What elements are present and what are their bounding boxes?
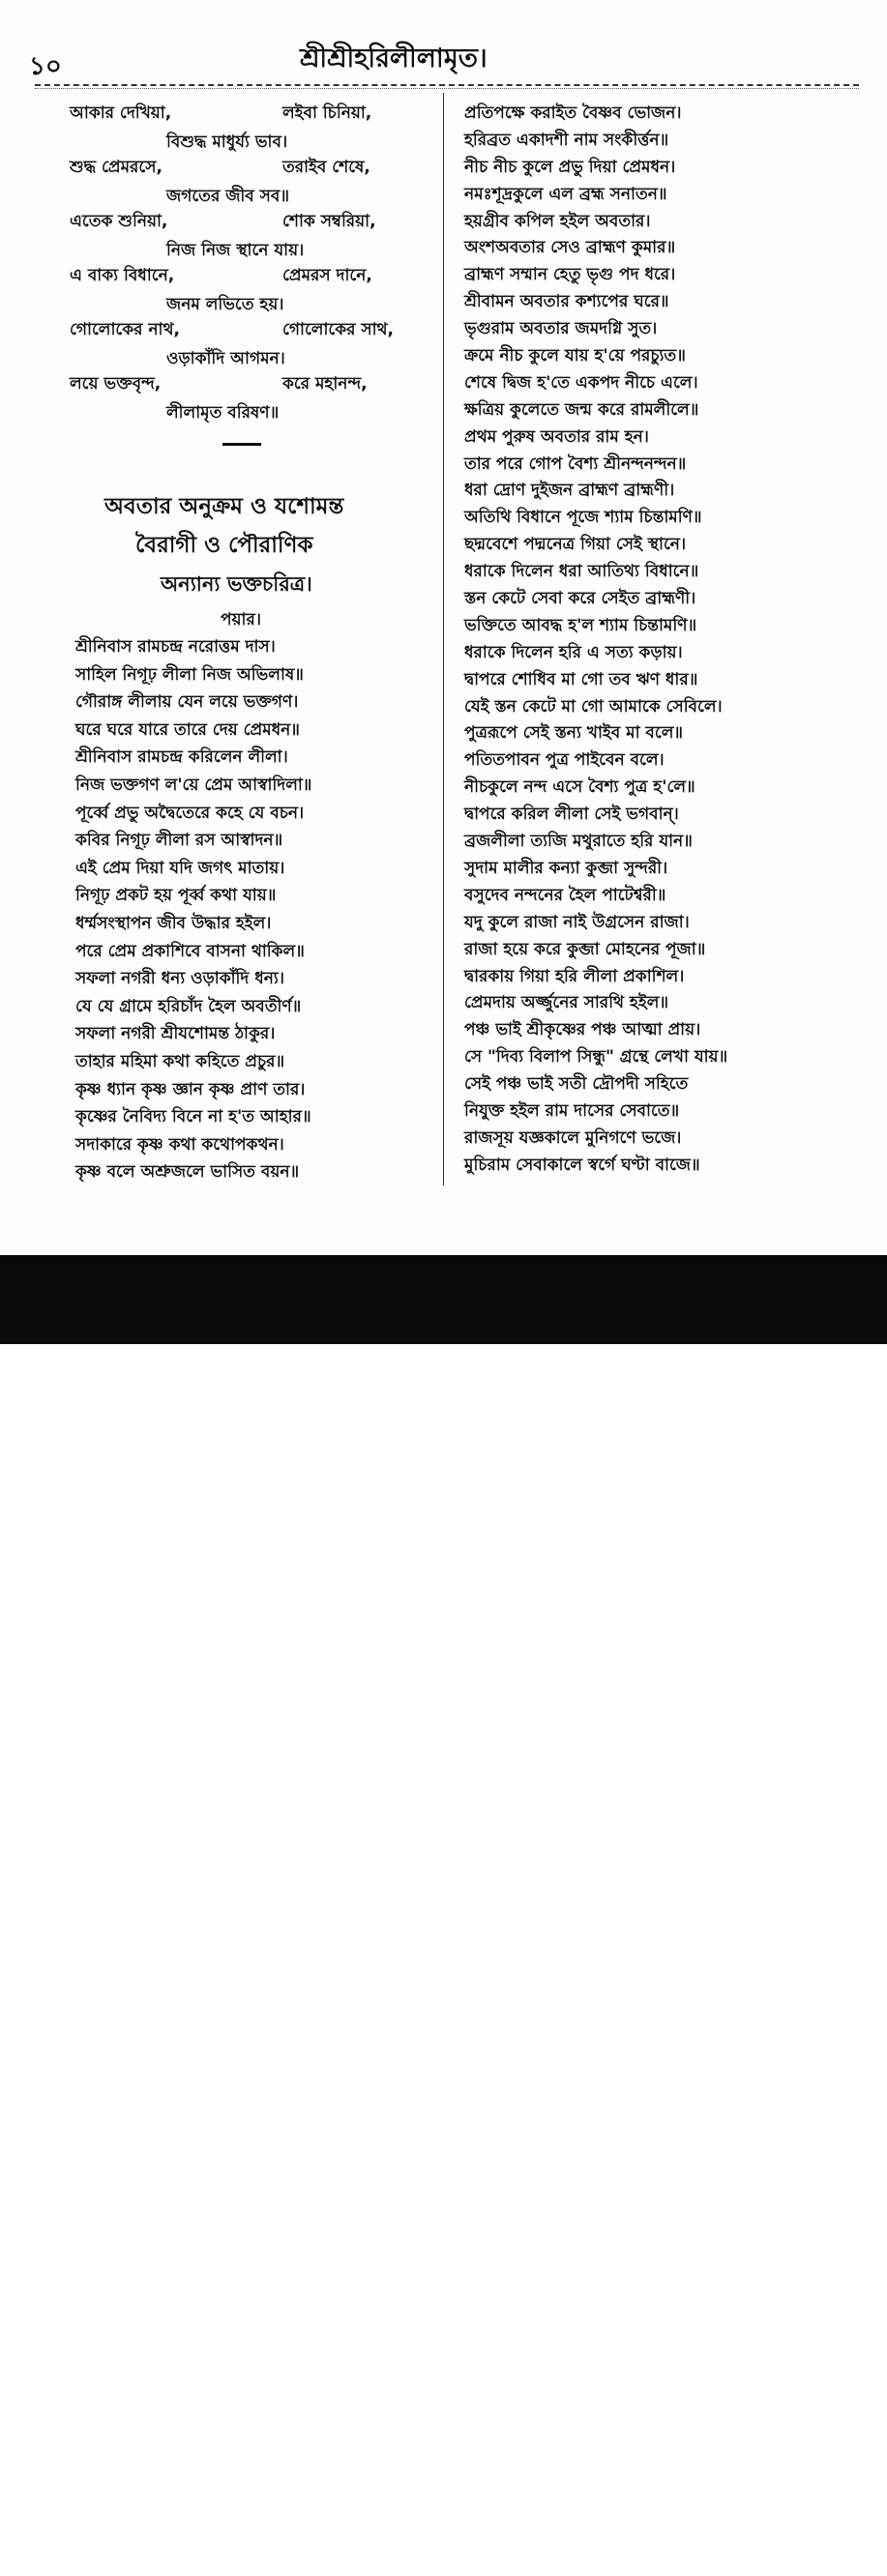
verse-line: পরে প্রেম প্রকাশিবে বাসনা থাকিল॥ [75, 941, 305, 961]
verse-line: সফলা নগরী শ্রীযশোমন্ত ঠাকুর। [75, 1024, 276, 1044]
header-rule-dotted [35, 88, 859, 89]
stanza-part-c: লীলামৃত বরিষণ॥ [166, 403, 280, 423]
verse-line: যে যে গ্রামে হরিচাঁদ হৈল অবতীর্ণ॥ [75, 996, 302, 1016]
scanned-page [0, 0, 887, 1255]
verse-line: নীচকুলে নন্দ এসে বৈশ্য পুত্র হ'লে॥ [464, 777, 695, 798]
section-separator [222, 443, 261, 446]
stanza-part-b: শোক সম্বরিয়া, [282, 212, 376, 231]
stanza-part-c: নিজ নিজ স্থানে যায়। [166, 241, 305, 260]
stanza-part-a: শুদ্ধ প্রেমরসে, [70, 158, 163, 177]
verse-line: অংশঅবতার সেও ব্রাহ্মণ কুমার॥ [464, 238, 676, 258]
verse-line: শ্রীনিবাস রামচন্দ্র নরোত্তম দাস। [75, 637, 276, 657]
stanza-part-a: এতেক শুনিয়া, [70, 212, 168, 231]
right-verse-list [464, 101, 861, 1180]
verse-line: ছদ্মবেশে পদ্মনেত্র গিয়া সেই স্থানে। [464, 535, 687, 555]
verse-line: ধরাকে দিলেন হরি এ সত্য কড়ায়। [464, 642, 683, 662]
stanza-part-b: গোলোকের সাথ, [282, 320, 395, 339]
verse-line: সুদাম মালীর কন্যা কুব্জা সুন্দরী। [464, 858, 668, 878]
brand-mark-icon [176, 2537, 201, 2562]
stanza-part-a: এ বাক্য বিধানে, [70, 266, 175, 285]
verse-line: পতিতপাবন পুত্র পাইবেন বলে। [464, 750, 665, 771]
verse-line: ক্রমে নীচ কুলে যায় হ'য়ে পরচ্যুত॥ [464, 346, 686, 366]
column-divider [443, 93, 444, 1186]
verse-line: হরিব্রত একাদশী নাম সংকীর্ত্তন॥ [464, 130, 669, 150]
verse-line: শেষে দ্বিজ হ'তে একপদ নীচে এলে। [464, 372, 698, 393]
page-number: ১০ [29, 52, 62, 81]
brand-logo: alamy [17, 2530, 151, 2574]
verse-line: রাজসূয় যজ্ঞকালে মুনিগণে ভজে। [464, 1127, 682, 1148]
watermark-footer [0, 1255, 887, 2576]
stanza [70, 263, 437, 325]
verse-line: পঞ্চ ভাই শ্রীকৃষ্ণের পঞ্চ আত্মা প্রায়। [464, 1020, 701, 1040]
stanza-part-b: করে মহানন্দ, [282, 374, 368, 394]
stanza-part-c: বিশুদ্ধ মাধুর্য্য ভাব। [166, 132, 288, 152]
verse-line: তাহার মহিমা কথা কহিতে প্রচুর॥ [75, 1051, 285, 1071]
verse-line: বসুদেব নন্দনের হৈল পাটেশ্বরী॥ [464, 885, 666, 905]
verse-line: তার পরে গোপ বৈশ্য শ্রীনন্দনন্দন॥ [464, 454, 687, 474]
verse-line: ব্রজলীলা ত্যজি মথুরাতে হরি যান॥ [464, 832, 693, 852]
verse-line: নিজ ভক্তগণ ল'য়ে প্রেম আস্বাদিলা॥ [75, 775, 312, 795]
stanza [70, 209, 437, 271]
verse-line: নিগূঢ় প্রকট হয় পূর্ব্ব কথা যায়॥ [75, 886, 277, 906]
verse-line: ধর্ম্মসংস্থাপন জীব উদ্ধার হইল। [75, 913, 272, 933]
verse-line: সাহিল নিগূঢ় লীলা নিজ অভিলাষ॥ [75, 664, 304, 685]
verse-line: প্রতিপক্ষে করাইত বৈষ্ণব ভোজন। [464, 103, 682, 123]
stanza [70, 101, 437, 162]
chapter-heading-line3: অন্যান্য ভক্তচরিত্র। [161, 572, 312, 596]
verse-line: ব্রাহ্মণ সম্মান হেতু ভৃগু পদ ধরে। [464, 265, 676, 285]
stanza-part-a: গোলোকের নাথ, [70, 320, 180, 339]
stanza-part-c: জনম লভিতে হয়। [166, 295, 284, 314]
stanza-part-a: আকার দেখিয়া, [70, 103, 172, 123]
stanza [70, 317, 437, 379]
verse-line: প্রেমদায় অর্জ্জুনের সারথি হইল॥ [464, 993, 668, 1013]
verse-line: দ্বাপরে শোধিব মা গো তব ঋণ ধার॥ [464, 669, 698, 689]
verse-line: এই প্রেম দিয়া যদি জগৎ মাতায়। [75, 858, 285, 878]
verse-line: ক্ষত্রিয় কুলেতে জন্ম করে রামলীলে॥ [464, 399, 699, 420]
verse-line: নিযুক্ত হইল রাম দাসের সেবাতে॥ [464, 1100, 680, 1121]
verse-line: সে "দিব্য বিলাপ সিন্ধু" গ্রন্থে লেখা যায়॥ [464, 1047, 728, 1068]
verse-line: দ্বারকায় গিয়া হরি লীলা প্রকাশিল। [464, 966, 685, 986]
stanza-part-c: জগতের জীব সব॥ [166, 187, 289, 206]
verse-line: প্রথম পুরুষ অবতার রাম হন। [464, 426, 649, 447]
verse-line: ভক্তিতে আবদ্ধ হ'ল শ্যাম চিন্তামণি॥ [464, 615, 697, 635]
verse-line: কৃষ্ণ বলে অশ্রুজলে ভাসিত বয়ন॥ [75, 1162, 300, 1183]
image-id: KJDRME [737, 2526, 802, 2545]
verse-line: কবির নিগূঢ় লীলা রস আস্বাদন॥ [75, 831, 283, 851]
stanza [70, 371, 437, 433]
verse-line: ঘরে ঘরে যারে তারে দেয় প্রেমধন॥ [75, 719, 300, 740]
site-url: www.alamy.com [698, 2557, 832, 2576]
stanza-part-b: লইবা চিনিয়া, [282, 103, 372, 123]
verse-line: কৃষ্ণের নৈবিদ্য বিনে না হ'ত আহার॥ [75, 1107, 311, 1127]
verse-line: সফলা নগরী ধন্য ওড়াকাঁদি ধন্য। [75, 969, 284, 989]
stanza-part-b: প্রেমরস দানে, [282, 266, 372, 285]
verse-line: পূর্ব্বে প্রভু অদ্বৈতেরে কহে যে বচন। [75, 803, 305, 823]
stanza-part-a: লয়ে ভক্তবৃন্দ, [70, 374, 162, 394]
verse-line: স্তন কেটে সেবা করে সেইত ব্রাহ্মণী। [464, 589, 696, 609]
verse-line: শ্রীবামন অবতার কশ্যপের ঘরে॥ [464, 292, 669, 312]
verse-line: কৃষ্ণ ধ্যান কৃষ্ণ জ্ঞান কৃষ্ণ প্রাণ তার। [75, 1079, 306, 1099]
verse-line: দ্বাপরে করিল লীলা সেই ভগবান্। [464, 805, 679, 825]
verse-line: ভৃগুরাম অবতার জমদগ্নি সুত। [464, 319, 658, 339]
verse-line: রাজা হয়ে করে কুব্জা মোহনের পূজা॥ [464, 939, 706, 959]
stanza-part-c: ওড়াকাঁদি আগমন। [166, 349, 285, 368]
verse-line: অতিথি বিধানে পূজে শ্যাম চিন্তামণি॥ [464, 508, 702, 528]
verse-line: শ্রীনিবাস রামচন্দ্র করিলেন লীলা। [75, 747, 288, 768]
left-verse-list [75, 633, 443, 1186]
verse-line: সদাকারে কৃষ্ণ কথা কথোপকথন। [75, 1134, 284, 1155]
verse-line: যেই স্তন কেটে মা গো আমাকে সেবিলে। [464, 696, 723, 717]
verse-line: যদু কুলে রাজা নাই উগ্রসেন রাজা। [464, 912, 690, 932]
verse-line: পুত্ররূপে সেই স্তন্য খাইব মা বলে॥ [464, 723, 683, 744]
chapter-heading-line1: অবতার অনুক্রম ও যশোমন্ত [104, 494, 344, 519]
verse-line: ধরা দ্রোণ দুইজন ব্রাহ্মণ ব্রাহ্মণী। [464, 481, 675, 501]
verse-line: গৌরাঙ্গ লীলায় যেন লয়ে ভক্তগণ। [75, 692, 299, 713]
verse-line: হয়গ্রীব কপিল হইল অবতার। [464, 211, 651, 231]
chapter-heading-line2: বৈরাগী ও পৌরাণিক [135, 533, 313, 558]
header-rule [35, 84, 859, 86]
stanza [70, 155, 437, 217]
stanza-part-b: তরাইব শেষে, [282, 158, 370, 177]
running-title: শ্রীশ্রীহরিলীলামৃত। [300, 44, 488, 73]
verse-line: নমঃশূদ্রকুলে এল ব্রহ্ম সনাতন॥ [464, 184, 667, 204]
meter-label: পয়ার। [221, 610, 261, 629]
verse-line: নীচ নীচ কুলে প্রভু দিয়া প্রেমধন। [464, 157, 676, 177]
verse-line: ধরাকে দিলেন ধরা আতিথ্য বিধানে॥ [464, 562, 699, 582]
verse-line: মুচিরাম সেবাকালে স্বর্গে ঘণ্টা বাজে॥ [464, 1155, 700, 1175]
verse-line: সেই পঞ্চ ভাই সতী দ্রৌপদী সহিতে [464, 1074, 689, 1095]
